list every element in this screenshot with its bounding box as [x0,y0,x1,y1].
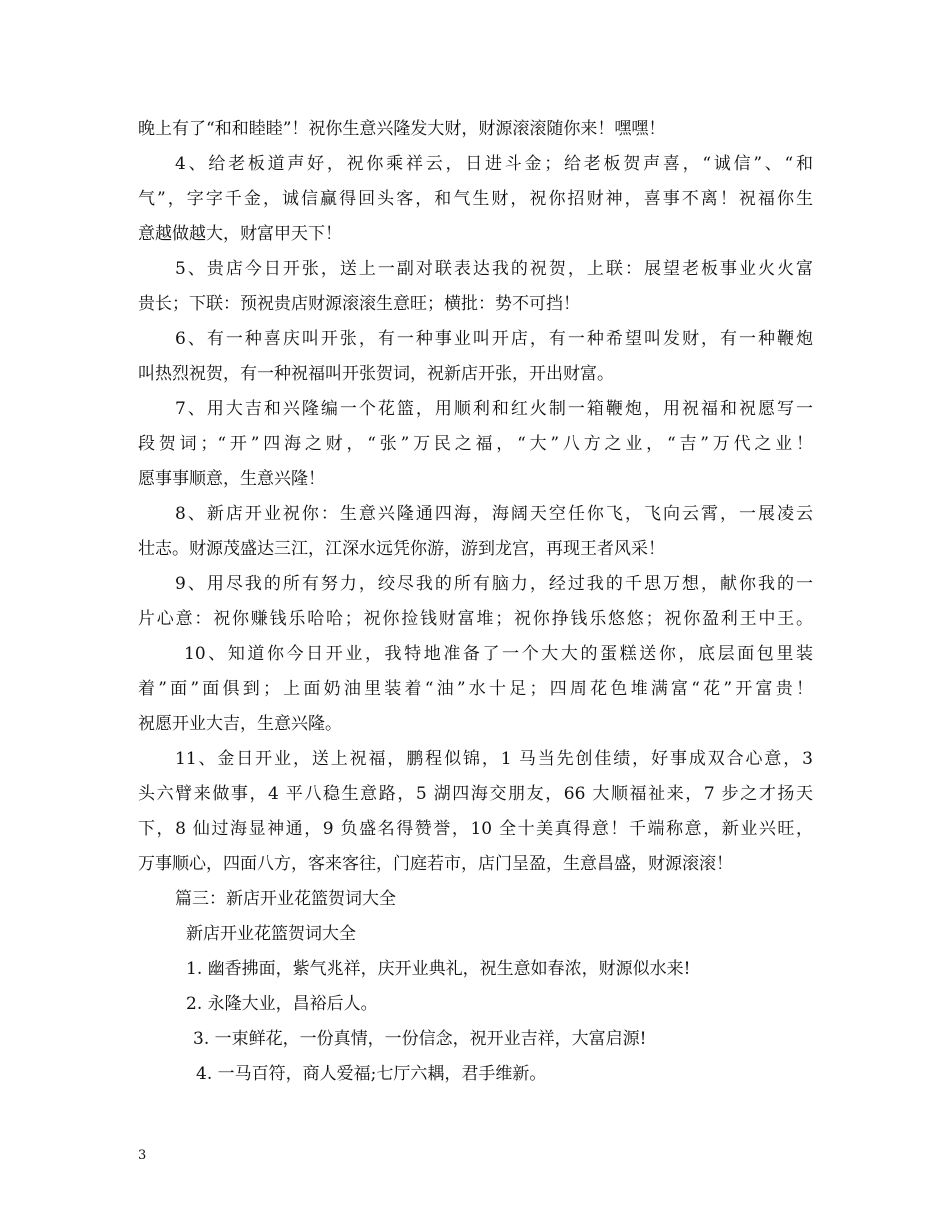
text-line: 4、给老板道声好，祝你乘祥云，日进斗金；给老板贺声喜，“诚信”、“和 [175,154,813,174]
section-heading: 篇三：新店开业花篮贺词大全 [175,889,396,909]
text-line: 10、知道你今日开业，我特地准备了一个大大的蛋糕送你，底层面包里装 [184,644,813,664]
text-line: 11、金日开业，送上祝福，鹏程似锦，1 马当先创佳绩，好事成双合心意，3 [175,749,813,769]
text-line: 5、贵店今日开张，送上一副对联表达我的祝贺，上联：展望老板事业火火富 [175,259,813,279]
text-line: 气”，字字千金，诚信赢得回头客，和气生财，祝你招财神，喜事不离！祝福你生 [138,189,813,209]
text-line: 意越做越大，财富甲天下！ [138,224,342,244]
list-item: 2. 永隆大业，昌裕后人。 [186,994,378,1014]
text-line: 6、有一种喜庆叫开张，有一种事业叫开店，有一种希望叫发财，有一种鞭炮 [175,329,813,349]
text-line: 祝愿开业大吉，生意兴隆。 [138,714,342,734]
document-body [138,112,813,1092]
text-line: 7、用大吉和兴隆编一个花篮，用顺利和红火制一箱鞭炮，用祝福和祝愿写一 [175,399,813,419]
text-line: 头六臂来做事，4 平八稳生意路，5 湖四海交朋友，66 大顺福祉来，7 步之才扬天 [138,784,813,804]
text-line: 下，8 仙过海显神通，9 负盛名得赞誉，10 全十美真得意！千端称意，新业兴旺， [138,819,813,839]
list-item: 4. 一马百符，商人爱福;七厅六耦，君手维新。 [196,1064,547,1084]
subsection-title: 新店开业花篮贺词大全 [186,924,356,944]
text-line: 贵长；下联：预祝贵店财源滚滚生意旺；横批：势不可挡！ [138,294,580,314]
text-line: 9、用尽我的所有努力，绞尽我的所有脑力，经过我的千思万想，献你我的一 [175,574,813,594]
text-line: 愿事事顺意，生意兴隆！ [138,469,325,489]
text-line: 叫热烈祝贺，有一种祝福叫开张贺词，祝新店开张，开出财富。 [138,364,614,384]
text-line: 段贺词；“开”四海之财，“张”万民之福，“大”八方之业，“吉”万代之业！ [138,434,813,454]
text-line: 着”面”面俱到；上面奶油里装着“油”水十足；四周花色堆满富“花”开富贵！ [138,679,813,699]
text-line: 万事顺心，四面八方，客来客往，门庭若市，店门呈盈，生意昌盛，财源滚滚！ [138,854,733,874]
text-line: 晚上有了“和和睦睦”！祝你生意兴隆发大财，财源滚滚随你来！嘿嘿！ [138,119,666,139]
text-line: 片心意：祝你赚钱乐哈哈；祝你捡钱财富堆；祝你挣钱乐悠悠；祝你盈利王中王。 [138,609,813,629]
text-line: 壮志。财源茂盛达三江，江深水远凭你游，游到龙宫，再现王者风采！ [138,539,665,559]
text-line: 8、新店开业祝你：生意兴隆通四海，海阔天空任你飞，飞向云霄，一展凌云 [175,504,813,524]
list-item: 3. 一束鲜花，一份真情，一份信念，祝开业吉祥，大富启源! [193,1029,647,1049]
page-number: 3 [138,1148,147,1163]
list-item: 1. 幽香拂面，紫气兆祥，庆开业典礼，祝生意如春浓，财源似水来! [186,959,691,979]
